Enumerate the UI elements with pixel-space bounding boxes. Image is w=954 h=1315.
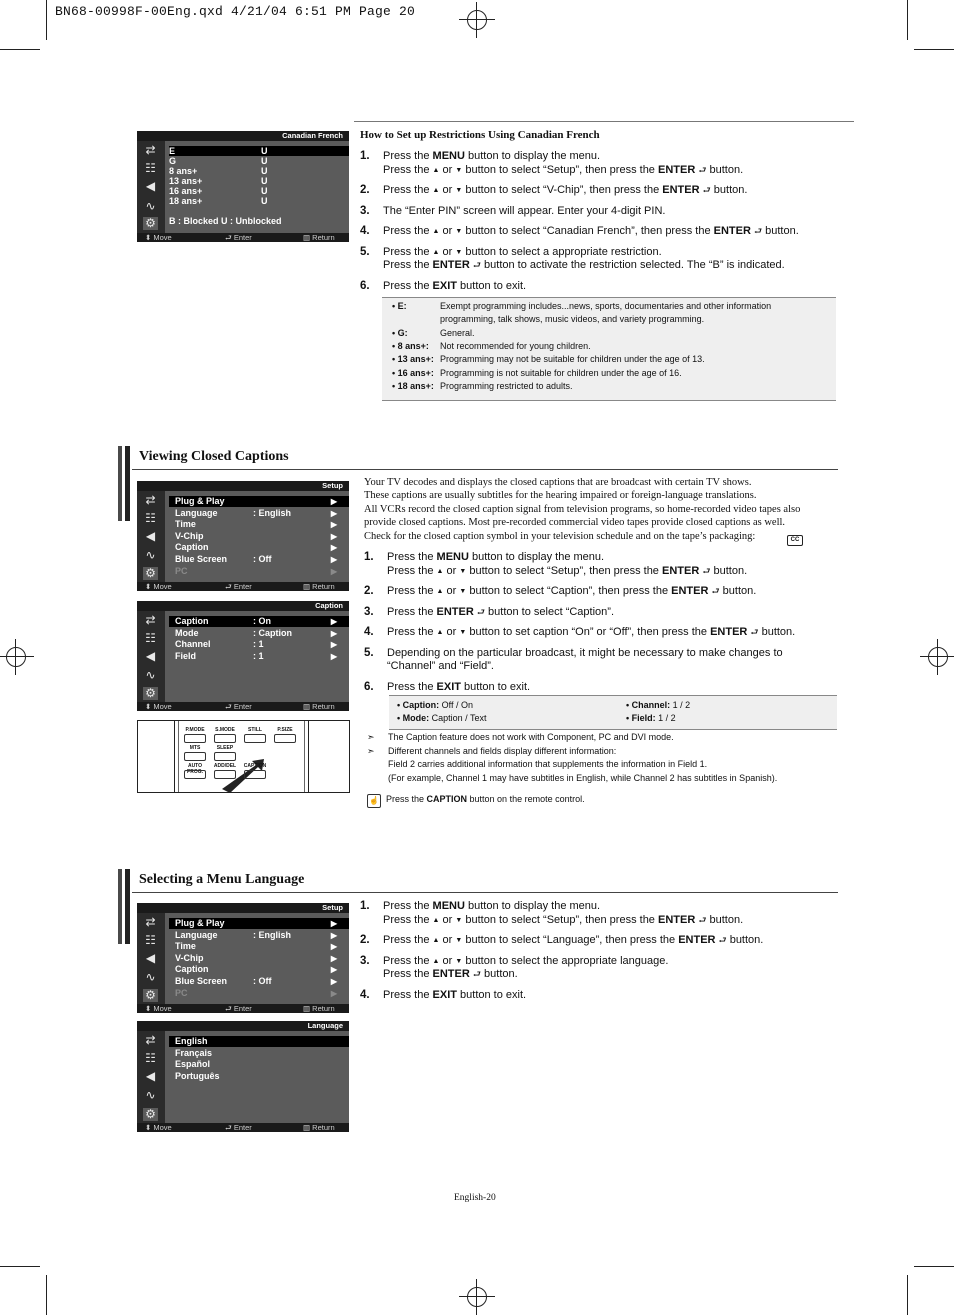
step-number: 1.: [364, 551, 374, 563]
step-text: Press the EXIT button to exit.: [387, 680, 531, 693]
section-bar: [118, 869, 122, 944]
osd-row-value: : On: [253, 616, 271, 626]
remote-button-label: P.MODE: [185, 727, 205, 733]
remote-button: [274, 734, 296, 743]
osd-row-label: Caption: [175, 616, 209, 626]
language-heading: Selecting a Menu Language: [139, 872, 305, 887]
remote-button-label: SLEEP: [216, 745, 234, 751]
osd-icon-column: [137, 141, 165, 233]
step-text: Press the ▲ or ▼ button to select “Canadian French”, then press the ENTER ⮐ button.: [383, 225, 799, 237]
rating-key: • G:: [392, 327, 408, 338]
osd-row: [169, 196, 349, 206]
osd-row-label: Channel: [175, 639, 211, 650]
osd-menu-item: [169, 930, 349, 941]
step-text: Press the EXIT button to exit.: [383, 279, 527, 292]
rating-desc: Programming restricted to adults.: [440, 380, 573, 391]
channel-icon: ☷: [145, 511, 156, 525]
osd-row: [169, 156, 349, 166]
caption-option: • Caption: Off / On: [397, 700, 474, 710]
step-text: Press the ▲ or ▼ button to set caption “On” or “Off”, then press the ENTER ⮐ button.: [387, 626, 796, 638]
osd-menu-item: English: [169, 1036, 349, 1047]
step-number: 2.: [364, 585, 374, 597]
osd-row-label: 13 ans+: [169, 176, 203, 186]
remote-button: [184, 734, 206, 743]
antenna-icon: ∿: [145, 199, 156, 213]
remote-button-label: S.MODE: [215, 727, 235, 733]
osd-row-label: Caption: [175, 964, 209, 975]
osd-footer: ⬍ Move ⮐ Enter ▥ Return: [137, 1004, 349, 1013]
heading-rule: [132, 892, 838, 893]
osd-row-label: Mode: [175, 627, 199, 638]
osd-setup-menu: [137, 481, 349, 591]
setup-gear-icon: ⚙: [143, 1108, 158, 1121]
channel-icon: ☷: [145, 1051, 156, 1065]
osd-footer: ⬍ Move ⮐ Enter ▥ Return: [137, 1123, 349, 1132]
osd-canadian-french: [137, 131, 349, 242]
remote-button-label: ADD/DEL: [213, 763, 237, 769]
step-number: 1.: [360, 150, 370, 162]
step-text: Press the MENU button to display the menu. Press the ▲ or ▼ button to select “Setup”, then press the ENTER ⮐ button.: [383, 900, 744, 926]
osd-row-value: U: [261, 196, 268, 206]
remote-button: [214, 770, 236, 779]
sound-icon: ◀: [145, 951, 156, 965]
antenna-icon: ∿: [145, 1088, 156, 1102]
caption-options-box: [389, 695, 837, 730]
step-text: Press the ▲ or ▼ button to select a appropriate restriction. Press the ENTER ⮐ button to activate the restriction selected. The “B” is indicated.: [383, 245, 785, 271]
osd-row-label: V-Chip: [175, 530, 204, 541]
section-rule: [354, 121, 854, 122]
chevron-right-icon: ▶: [330, 566, 337, 576]
antenna-icon: ∿: [145, 668, 156, 682]
step-number: 6.: [364, 680, 374, 693]
chevron-right-icon: ▶: [330, 942, 337, 952]
osd-row-value: : English: [253, 507, 291, 518]
registration-mark: [459, 1279, 495, 1315]
step-text: Press the EXIT button to exit.: [383, 988, 527, 1001]
step-text: The “Enter PIN” screen will appear. Enter your 4-digit PIN.: [383, 204, 666, 217]
setup-gear-icon: ⚙: [143, 217, 158, 230]
caption-option: • Mode: Caption / Text: [397, 713, 487, 723]
step-text: Press the ▲ or ▼ button to select “Caption”, then press the ENTER ⮐ button.: [387, 585, 757, 597]
osd-row-label: 16 ans+: [169, 186, 203, 196]
osd-row-value: : 1: [253, 650, 264, 661]
heading-rule: [132, 469, 838, 470]
osd-row-value: : Off: [253, 554, 272, 564]
remote-hand-icon: ☝: [367, 794, 381, 808]
remote-button-label: AUTO PROG.: [186, 763, 204, 775]
note-arrow-icon: ➣: [367, 745, 375, 756]
channel-icon: ☷: [145, 631, 156, 645]
antenna-icon: ∿: [145, 970, 156, 984]
chevron-right-icon: ▶: [330, 531, 337, 541]
chevron-right-icon: ▶: [330, 543, 337, 553]
osd-row-label: Blue Screen: [175, 554, 228, 564]
osd-menu-item: [169, 616, 349, 627]
chevron-right-icon: ▶: [330, 919, 337, 928]
osd-row: [169, 186, 349, 196]
crop-mark: [46, 1275, 47, 1315]
step-number: 2.: [360, 934, 370, 946]
osd-menu-item: [169, 941, 349, 952]
file-header: BN68-00998F-00Eng.qxd 4/21/04 6:51 PM Page 20: [55, 4, 416, 19]
crop-mark: [907, 1275, 908, 1315]
osd-row: [169, 146, 349, 156]
sound-icon: ◀: [145, 1069, 156, 1083]
osd-row-label: PC: [175, 987, 188, 998]
osd-row-value: U: [261, 146, 268, 156]
step-text: Press the ▲ or ▼ button to select “V-Chip”, then press the ENTER ⮐ button.: [383, 184, 748, 196]
step-number: 6.: [360, 279, 370, 292]
osd-menu-item: [169, 651, 349, 662]
cc-symbol-icon: CC: [787, 535, 803, 546]
osd-row-label: Language: [175, 507, 218, 518]
rating-desc: Programming is not suitable for children under the age of 16.: [440, 367, 682, 378]
section-bar: [118, 446, 122, 521]
osd-title: Setup: [137, 903, 349, 913]
step-number: 5.: [364, 646, 374, 659]
crop-mark: [46, 0, 47, 40]
crop-mark: [0, 1266, 40, 1267]
chevron-right-icon: ▶: [330, 965, 337, 975]
picture-icon: ⇄: [145, 613, 156, 627]
restrictions-title: How to Set up Restrictions Using Canadian French: [360, 129, 600, 141]
step-text: Press the MENU button to display the menu. Press the ▲ or ▼ button to select “Setup”, then press the ENTER ⮐ button.: [383, 150, 744, 176]
remote-button: [184, 752, 206, 761]
step-number: 4.: [364, 626, 374, 638]
note-text: (For example, Channel 1 may have subtitles in English, while Channel 2 has subtitles in Spanish).: [388, 772, 778, 783]
osd-row-label: 8 ans+: [169, 166, 198, 176]
picture-icon: ⇄: [145, 143, 156, 157]
rating-desc: programming, talk shows, music videos, and variety programming.: [440, 314, 705, 325]
remote-button: [244, 770, 266, 779]
caption-option: • Field: 1 / 2: [626, 713, 676, 723]
osd-menu-item: [169, 918, 349, 929]
osd-row-label: Time: [175, 941, 196, 952]
registration-mark: [0, 639, 34, 675]
osd-row-label: Plug & Play: [175, 918, 225, 928]
channel-icon: ☷: [145, 933, 156, 947]
osd-menu-item: [169, 976, 349, 987]
osd-row-label: Time: [175, 519, 196, 530]
step-number: 1.: [360, 900, 370, 912]
osd-row-value: U: [261, 156, 268, 166]
osd-row-value: U: [261, 186, 268, 196]
remote-button-label: P.SIZE: [277, 727, 293, 733]
osd-title: Setup: [137, 481, 349, 491]
chevron-right-icon: ▶: [330, 977, 337, 986]
note-text: Different channels and fields display different information:: [388, 745, 617, 756]
osd-menu-item: Português: [175, 1070, 220, 1081]
picture-icon: ⇄: [145, 493, 156, 507]
osd-menu-item: Français: [175, 1047, 213, 1058]
chevron-right-icon: ▶: [330, 628, 337, 638]
intro-line: These captions are usually subtitles for the hearing impaired or foreign-language translations.: [364, 490, 757, 502]
remote-button: [244, 734, 266, 743]
osd-title: Canadian French: [137, 131, 349, 141]
note-arrow-icon: ➣: [367, 732, 375, 742]
osd-menu-item: [169, 953, 349, 964]
crop-mark: [0, 49, 40, 50]
osd-row-value: : English: [253, 929, 291, 940]
osd-title: Caption: [137, 601, 349, 611]
osd-icon-column: [137, 1031, 165, 1123]
osd-menu-item: [169, 566, 349, 577]
chevron-right-icon: ▶: [330, 497, 337, 506]
sound-icon: ◀: [145, 529, 156, 543]
crop-mark: [914, 49, 954, 50]
remote-illustration: [137, 720, 350, 793]
osd-icon-column: [137, 611, 165, 702]
osd-row-label: V-Chip: [175, 952, 204, 963]
osd-menu-item: [169, 554, 349, 565]
rating-definitions-box: [382, 297, 836, 401]
osd-menu-item: Español: [175, 1059, 211, 1070]
antenna-icon: ∿: [145, 548, 156, 562]
rating-desc: Programming may not be suitable for children under the age of 13.: [440, 354, 705, 365]
remote-button-label: STILL: [248, 727, 262, 733]
remote-button: [214, 734, 236, 743]
sound-icon: ◀: [145, 649, 156, 663]
step-number: 2.: [360, 184, 370, 196]
chevron-right-icon: ▶: [330, 988, 337, 998]
osd-footer: ⬍ Move ⮐ Enter ▥ Return: [137, 582, 349, 591]
sound-icon: ◀: [145, 179, 156, 193]
chevron-right-icon: ▶: [330, 953, 337, 963]
remote-note: Press the CAPTION button on the remote control.: [386, 794, 585, 804]
registration-mark: [459, 2, 495, 38]
osd-menu-item: [169, 964, 349, 975]
osd-row-label: Caption: [175, 542, 209, 553]
osd-menu-item: [169, 628, 349, 639]
osd-icon-column: [137, 913, 165, 1004]
osd-title: Language: [137, 1021, 349, 1031]
osd-legend: B : Blocked U : Unblocked: [169, 216, 282, 226]
section-bar: [125, 446, 130, 521]
osd-setup-menu: [137, 903, 349, 1013]
osd-row-value: : 1: [253, 639, 264, 650]
rating-key: • 13 ans+:: [392, 354, 434, 365]
channel-icon: ☷: [145, 161, 156, 175]
osd-row-value: : Off: [253, 976, 272, 986]
step-text: Press the ENTER ⮐ button to select “Caption”.: [387, 605, 614, 618]
section-bar: [125, 869, 130, 944]
setup-gear-icon: ⚙: [143, 989, 158, 1002]
chevron-right-icon: ▶: [330, 617, 337, 626]
osd-menu-item: [169, 508, 349, 519]
osd-caption-menu: [137, 601, 349, 711]
osd-icon-column: [137, 491, 165, 582]
step-text: Press the ▲ or ▼ button to select “Language”, then press the ENTER ⮐ button.: [383, 934, 764, 946]
osd-row-label: Language: [175, 929, 218, 940]
step-number: 5.: [360, 245, 370, 258]
step-number: 4.: [360, 225, 370, 237]
osd-footer: ⬍ Move ⮐ Enter ▥ Return: [137, 233, 349, 242]
rating-desc: General.: [440, 327, 475, 338]
caption-option: • Channel: 1 / 2: [626, 700, 691, 710]
intro-line: Your TV decodes and displays the closed captions that are broadcast with certain TV shows.: [364, 477, 752, 488]
step-text: Press the MENU button to display the menu. Press the ▲ or ▼ button to select “Setup”, then press the ENTER ⮐ button.: [387, 551, 748, 577]
remote-button: [184, 770, 206, 779]
page-footer: English-20: [454, 1193, 496, 1203]
crop-mark: [914, 1266, 954, 1267]
osd-menu-item: [169, 542, 349, 553]
rating-desc: Exempt programming includes...news, sports, documentaries and other information: [440, 301, 772, 311]
setup-gear-icon: ⚙: [143, 687, 158, 700]
osd-row-label: G: [169, 156, 177, 166]
step-text: Depending on the particular broadcast, it might be necessary to make changes to “Channel” and “Field”.: [387, 646, 783, 672]
osd-row: [169, 176, 349, 186]
chevron-right-icon: ▶: [330, 520, 337, 530]
osd-menu-item: [169, 988, 349, 999]
setup-gear-icon: ⚙: [143, 567, 158, 580]
osd-row: [169, 166, 349, 176]
osd-menu-item: [169, 531, 349, 542]
remote-button-label: CAPTION: [243, 763, 267, 769]
note-text: Field 2 carries additional information that supplements the information in Field 1.: [388, 759, 708, 769]
registration-mark: [920, 639, 954, 675]
remote-button: [214, 752, 236, 761]
chevron-right-icon: ▶: [330, 930, 337, 940]
remote-button-label: MTS: [189, 745, 201, 751]
chevron-right-icon: ▶: [330, 640, 337, 650]
osd-row-label: 18 ans+: [169, 196, 203, 206]
crop-mark: [907, 0, 908, 40]
rating-key: • 8 ans+:: [392, 340, 429, 351]
step-number: 3.: [360, 954, 370, 967]
osd-row-value: : Caption: [253, 627, 292, 638]
rating-desc: Not recommended for young children.: [440, 340, 591, 351]
chevron-right-icon: ▶: [330, 651, 337, 661]
step-number: 3.: [364, 605, 374, 618]
chevron-right-icon: ▶: [330, 508, 337, 518]
rating-key: • E:: [392, 301, 407, 311]
osd-language-menu: [137, 1021, 349, 1132]
intro-line: All VCRs record the closed caption signal from television programs, so home-recorded video tapes also: [364, 503, 801, 515]
osd-row-label: E: [169, 146, 176, 156]
osd-row-label: Plug & Play: [175, 496, 225, 506]
step-number: 4.: [360, 988, 370, 1001]
osd-menu-item: [169, 519, 349, 530]
osd-row-value: U: [261, 176, 268, 186]
rating-key: • 18 ans+:: [392, 380, 434, 391]
picture-icon: ⇄: [145, 1033, 156, 1047]
osd-menu-item: [169, 639, 349, 650]
rating-key: • 16 ans+:: [392, 367, 434, 378]
note-text: The Caption feature does not work with Component, PC and DVI mode.: [388, 732, 674, 742]
osd-row-label: PC: [175, 565, 188, 576]
step-text: Press the ▲ or ▼ button to select the appropriate language. Press the ENTER ⮐ button.: [383, 954, 669, 980]
intro-line: Check for the closed caption symbol in your television schedule and on the tape’s packaging:: [364, 530, 756, 542]
picture-icon: ⇄: [145, 915, 156, 929]
osd-row-label: Blue Screen: [175, 976, 228, 986]
chevron-right-icon: ▶: [330, 555, 337, 564]
captions-heading: Viewing Closed Captions: [139, 449, 289, 464]
intro-line: provide closed captions. Most pre-recorded commercial video tapes provide closed captions as well.: [364, 517, 786, 529]
osd-row-label: Field: [175, 650, 197, 661]
osd-menu-item: [169, 496, 349, 507]
step-number: 3.: [360, 204, 370, 217]
osd-footer: ⬍ Move ⮐ Enter ▥ Return: [137, 702, 349, 711]
osd-row-value: U: [261, 166, 268, 176]
